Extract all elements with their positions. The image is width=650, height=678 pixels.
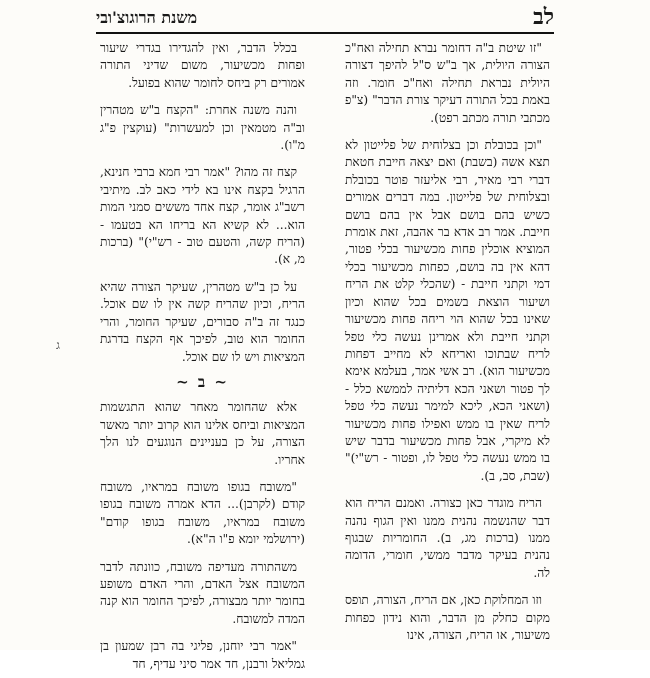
paragraph: הריח מוגדר כאן כצורה. ואמנם הריח הוא דבר שהנשמה נהנית ממנו ואין הגוף נהנה ממנו (ברכות מג, ב). החומריות שבגוף נהנית בעיקר מדבר ממשי, חומרי, הדומה לה.	[345, 496, 550, 580]
paragraph: "אמר רבי יוחנן, פליגי בה רבן שמעון בן גמליאל ורבנן, חד אמר סיני עדיף, חד	[100, 639, 305, 671]
running-head-title: משנת הרוגוצ'ובי	[96, 8, 198, 27]
paragraph: על כן ב"ש מטהרין, שעיקר הצורה שהיא הריח, וכיון שהריח קשה אין לו שם אוכל. כנגד זה ב"ה סבורים, שעיקר החומר, והרי החומר הוא טוב, לפיכך אף הקצח בדרגת המציאות ויש לו שם אוכל.	[100, 279, 305, 364]
paragraph: בכלל הדבר, ואין להגדירו בגדרי שיעור ופחות מכשיעור, משום שדיני התורה אמורים רק ביחס לחומר שהוא בפועל.	[100, 41, 305, 90]
paragraph: "זו שיטת ב"ה דחומר נברא תחילה ואח"כ הצורה היולית, אך ב"ש ס"ל להיפך דצורה היולית נבראת תחילה ואח"כ חומר. וזה באמת בכל התורה דעיקר צורת הדבר" (צ"פ מכתבי תורה מכתב רפט).	[345, 41, 550, 125]
page-number: לב	[533, 4, 554, 30]
paragraph: והנה משנה אחרת: "הקצח ב"ש מטהרין וב"ה מטמאין וכן למעשרות" (עוקצין פ"ג מ"ו).	[100, 103, 305, 153]
paragraph: אלא שהחומר מאחר שהוא התגשמות המציאות וביחס אלינו הוא קרוב יותר מאשר הצורה, על כן בעניינים הנוגעים לנו הלך אחריו.	[100, 400, 305, 467]
paragraph: וזו המחלוקת כאן, אם הריח, הצורה, תופס מקום כחלק מן הדבר, והוא נידון כפחות משיעור, או הריח, הצורה, אינו	[345, 593, 550, 642]
paragraph: קצח זה מהו? "אמר רבי חמא ברבי חנינא, הרגיל בקצח אינו בא לידי כאב לב. מיתיבי רשב"ג אומר, קצח אחד מששים סמני המות הוא... לא קשיא הא בריחו הא בטעמו - (הריח קשה, והטעם טוב - רש"י)" (ברכות מ, א).	[100, 165, 305, 267]
right-text-column	[345, 40, 550, 649]
section-ornament: ~ ב ~	[176, 372, 229, 391]
page-header	[96, 6, 554, 34]
margin-note-mark: ג	[56, 338, 60, 352]
paragraph: "וכן בכובלת וכן בצלוחית של פלייטון לא תצא אשה (בשבת) ואם יצאה חייבת חטאת דברי רבי מאיר, רבי אליעזר פוטר בכובלת ובצלוחית של פלייטון. במה דברים אמורים כשיש בהם בושם אבל אין בהם בושם חייבת. אמר רב אדא בר אהבה, זאת אומרת המוציא אוכלין פחות מכשיעור בכלי פטור, דהא אין בה בושם, כפחות מכשיעור בכלי דמי וקתני חייבת - (שהכלי קלט את הריח ושיעור הוצאת בשמים בכל שהוא וכיון שאינו בכל שהוא הוי ריחה פחות מכשיעור וקתני חייבת ולא אמרינן נעשה כלי טפל לריח שבתוכו ואריחא לא מחייב דפחות מכשיעור הוא). רב אשי אמר, בעלמא אימא לך פטור ושאני הכא דליתיה לממשא כלל - (ושאני הכא, ליכא למימר נעשה כלי טפל לריח שאין בו ממש ואפילו פחות מכשיעור לא מיקרי, אבל פחות מכשיעור בדבר שיש בו ממש נעשה כלי טפל לו, ופטור - רש"י)" (שבת, סב, ב).	[345, 138, 550, 483]
paragraph: משהתורה מעדיפה משובח, כוונתה לדבר המשובח אצל האדם, והרי האדם משופע בחומר יותר מבצורה, לפיכך החומר הוא קנה המדה למשובח.	[100, 559, 305, 626]
paragraph: "משובח בגופו משובח במראיו, משובח קודם (לקרבן)... הדא אמרה משובח בגופו משובח במראיו, משובח בגופו קודם" (ירושלמי יומא פ"ו ה"א).	[100, 479, 305, 547]
left-text-column	[100, 40, 305, 678]
